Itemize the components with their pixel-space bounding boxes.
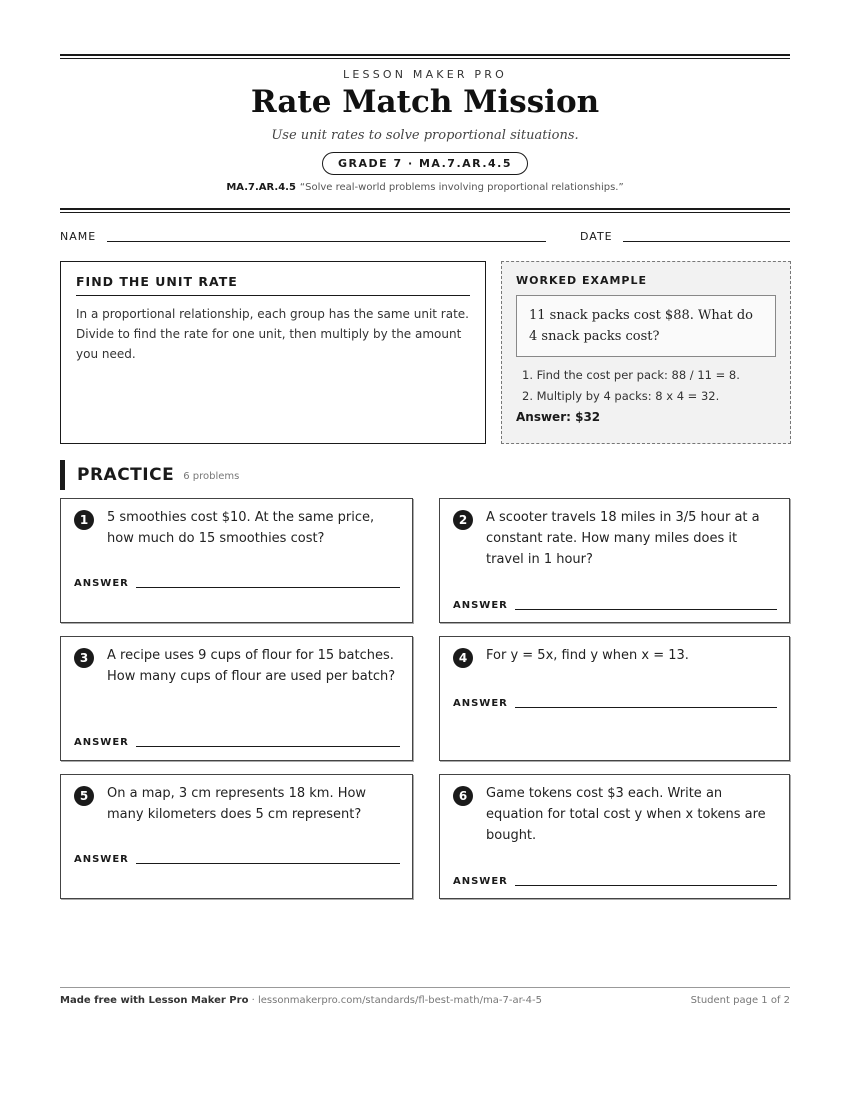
problem-card-4 [439,636,790,761]
brand-name: LESSON MAKER PRO [343,68,507,81]
problem-card-2 [439,498,790,623]
problem-text: Game tokens cost $3 each. Write an equation for total cost y when x tokens are bought. [486,786,766,843]
header-rule-bottom [60,208,790,213]
standard-description [0,182,850,193]
problem-card-3 [60,636,413,761]
header-rule-top [60,54,790,59]
name-field[interactable] [107,241,546,242]
worked-example-question: 11 snack packs cost $88. What do 4 snack packs cost? [516,295,776,357]
problem-number-badge: 6 [453,786,473,806]
answer-label: ANSWER [74,854,129,865]
worked-example-box [501,261,791,444]
worked-example-answer: Answer: $32 [516,410,601,424]
date-label: DATE [580,230,613,243]
problem-number-badge: 2 [453,510,473,530]
name-label: NAME [60,230,97,243]
footer-url[interactable]: · lessonmakerpro.com/standards/fl-best-math/ma-7-ar-4-5 [248,995,543,1006]
answer-label: ANSWER [453,698,508,709]
answer-line-4[interactable] [515,707,777,708]
problem-number-badge: 3 [74,648,94,668]
problem-card-5 [60,774,413,899]
page-title: Rate Match Mission [250,84,600,120]
footer-made-with: Made free with Lesson Maker Pro [60,995,249,1006]
problem-text: A scooter travels 18 miles in 3/5 hour at a constant rate. How many miles does it travel in 1 hour? [486,510,760,567]
footer-rule [60,987,790,988]
unit-rate-title: FIND THE UNIT RATE [76,274,470,296]
answer-line-6[interactable] [515,885,777,886]
date-field[interactable] [623,241,790,242]
answer-label: ANSWER [453,876,508,887]
practice-title: PRACTICE [77,465,175,485]
standard-code: MA.7.AR.4.5 [226,182,296,193]
problem-text: 5 smoothies cost $10. At the same price, how much do 15 smoothies cost? [107,510,375,546]
answer-label: ANSWER [74,578,129,589]
answer-line-3[interactable] [136,746,400,747]
practice-heading [60,460,239,490]
problem-number-badge: 4 [453,648,473,668]
problem-text: For y = 5x, find y when x = 13. [486,648,689,663]
worked-example-step: 2. Multiply by 4 packs: 8 x 4 = 32. [522,389,720,403]
problem-number-badge: 5 [74,786,94,806]
grade-badge: GRADE 7 · MA.7.AR.4.5 [322,152,528,175]
worked-example-step: 1. Find the cost per pack: 88 / 11 = 8. [522,368,740,382]
problem-number-badge: 1 [74,510,94,530]
problem-card-6 [439,774,790,899]
footer-credit [60,995,542,1006]
worked-example-steps [516,365,776,407]
unit-rate-box [60,261,486,444]
problem-text: On a map, 3 cm represents 18 km. How many kilometers does 5 cm represent? [107,786,367,822]
answer-line-5[interactable] [136,863,400,864]
unit-rate-body: In a proportional relationship, each group has the same unit rate. Divide to find the rate for one unit, then multiply by the amount you need. [76,307,469,361]
problem-text: A recipe uses 9 cups of flour for 15 batches. How many cups of flour are used per batch? [107,648,396,684]
practice-count: 6 problems [183,471,240,482]
answer-line-1[interactable] [136,587,400,588]
worked-example-title: WORKED EXAMPLE [516,274,647,287]
footer-page-number: Student page 1 of 2 [690,995,790,1006]
answer-line-2[interactable] [515,609,777,610]
standard-text: “Solve real-world problems involving proportional relationships.” [299,182,624,193]
page-subtitle: Use unit rates to solve proportional situations. [271,128,579,143]
problem-card-1 [60,498,413,623]
answer-label: ANSWER [74,737,129,748]
answer-label: ANSWER [453,600,508,611]
